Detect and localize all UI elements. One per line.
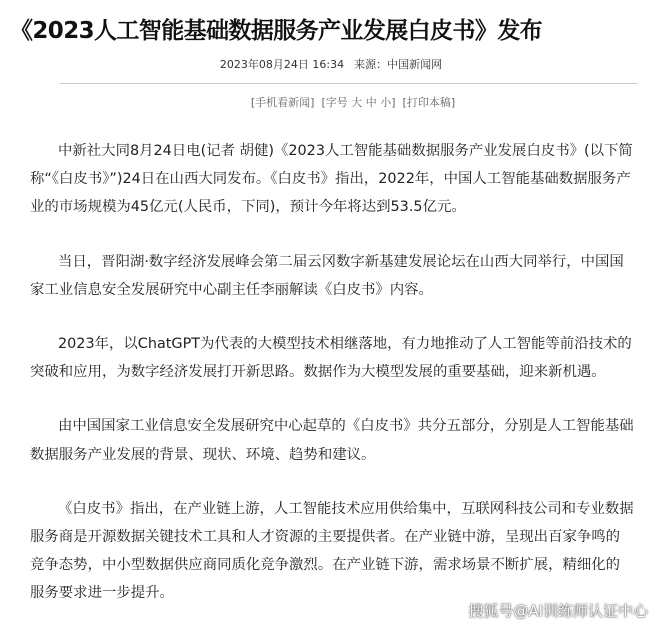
article-paragraph: 2023年，以ChatGPT为代表的大模型技术相继落地，有力地推动了人工智能等前沿技术的突破和应用，为数字经济发展打开新思路。数据作为大模型发展的重要基础，迎来新机遇。: [30, 336, 632, 381]
article-body: [30, 137, 634, 629]
publish-datetime: 2023年08月24日 16:34: [219, 58, 345, 71]
article-paragraph: 由中国国家工业信息安全发展研究中心起草的《白皮书》共分五部分，分别是人工智能基础数据服务产业发展的背景、现状、环境、趋势和建议。: [30, 418, 634, 463]
article-paragraph: 当日，晋阳湖·数字经济发展峰会第二届云冈数字新基建发展论坛在山西大同举行，中国国家工业信息安全发展研究中心副主任李丽解读《白皮书》内容。: [30, 253, 624, 298]
meta-divider: [60, 83, 638, 84]
article-meta: [0, 58, 662, 72]
article-paragraph: 《白皮书》指出，在产业链上游，人工智能技术应用供给集中，互联网科技公司和专业数据服务商是开源数据关键技术工具和人才资源的主要提供者。在产业链中游，呈现出百家争鸣的竞争态势，中小型数据供应商同质化竞争激烈。在产业链下游，需求场景不断扩展，精细化的服务要求进一步提升。: [30, 500, 634, 602]
article-paragraph: 中新社大同8月24日电(记者 胡健)《2023人工智能基础数据服务产业发展白皮书》(以下简称“《白皮书》”)24日在山西大同发布。《白皮书》指出，2022年，中国人工智能基础数据服务产业的市场规模为45亿元(人民币，下同)，预计今年将达到53.5亿元。: [30, 143, 633, 216]
print-link[interactable]: [打印本稿]: [402, 96, 456, 109]
sohu-watermark: 搜狐号@AI训练师认证中心: [468, 602, 648, 620]
article-title: 《2023人工智能基础数据服务产业发展白皮书》发布: [10, 18, 543, 44]
news-source: 来源：中国新闻网: [354, 58, 443, 71]
font-size-control[interactable]: [字号 大 中 小]: [321, 96, 396, 109]
article-tools: [0, 96, 662, 110]
mobile-news-link[interactable]: [手机看新闻]: [250, 96, 315, 109]
